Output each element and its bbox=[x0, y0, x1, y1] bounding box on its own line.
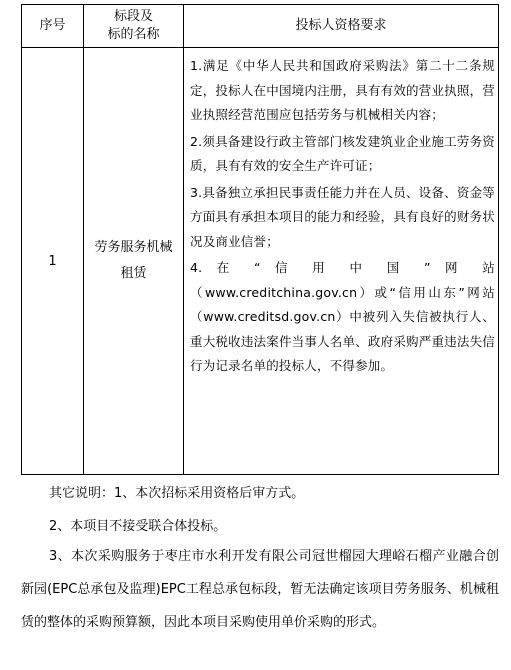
requirement-item-2: 2.须具备建设行政主管部门核发建筑业企业施工劳务资质，具有有效的安全生产许可证； bbox=[190, 133, 495, 173]
note-line-2: 2、本项目不接受联合体投标。 bbox=[49, 519, 227, 534]
note-line-3: 3、本次采购服务于枣庄市水利开发有限公司冠世榴园大理峪石榴产业融合创新园(EPC总承包及监理)EPC工程总承包标段，暂无法确定该项目劳务服务、机械租赁的整体的采购预算额，因此本项目采购使用单价采购的形式。 bbox=[21, 549, 499, 630]
cell-serial-number: 1 bbox=[22, 48, 84, 475]
cell-requirements bbox=[184, 48, 499, 475]
lot-name-line2: 租赁 bbox=[120, 266, 147, 281]
qualification-table bbox=[21, 4, 499, 475]
requirement-item-1: 1.满足《中华人民共和国政府采购法》第二十二条规定，投标人在中国境内注册，具有有效的营业执照，营业执照经营范围应包括劳务与机械相关内容； bbox=[190, 58, 495, 122]
header-requirements: 投标人资格要求 bbox=[184, 5, 499, 48]
other-notes bbox=[21, 480, 499, 639]
header-lot-name-line1: 标段及 bbox=[113, 9, 153, 24]
table-header-row bbox=[22, 5, 499, 48]
requirement-item-4: 4. 在 “ 信 用 中 国 ” 网 站（www.creditchina.gov.cn）或“信用山东”网站（www.creditsd.gov.cn）中被列入失信被执行人、重大税收违法案件当事人名单、政府采购严重违法失信行为记录名单的投标人，不得参加。 bbox=[190, 260, 495, 373]
table-row bbox=[22, 48, 499, 475]
requirement-item-3: 3.具备独立承担民事责任能力并在人员、设备、资金等方面具有承担本项目的能力和经验，具有良好的财务状况及商业信誉； bbox=[190, 184, 495, 249]
cell-lot-name bbox=[84, 48, 184, 475]
lot-name-line1: 劳务服务机械 bbox=[94, 240, 173, 255]
header-serial-number: 序号 bbox=[22, 5, 84, 48]
header-lot-name bbox=[84, 5, 184, 48]
note-line-1: 其它说明：1、本次招标采用资格后审方式。 bbox=[49, 486, 305, 501]
header-lot-name-line2: 标的名称 bbox=[107, 27, 160, 42]
